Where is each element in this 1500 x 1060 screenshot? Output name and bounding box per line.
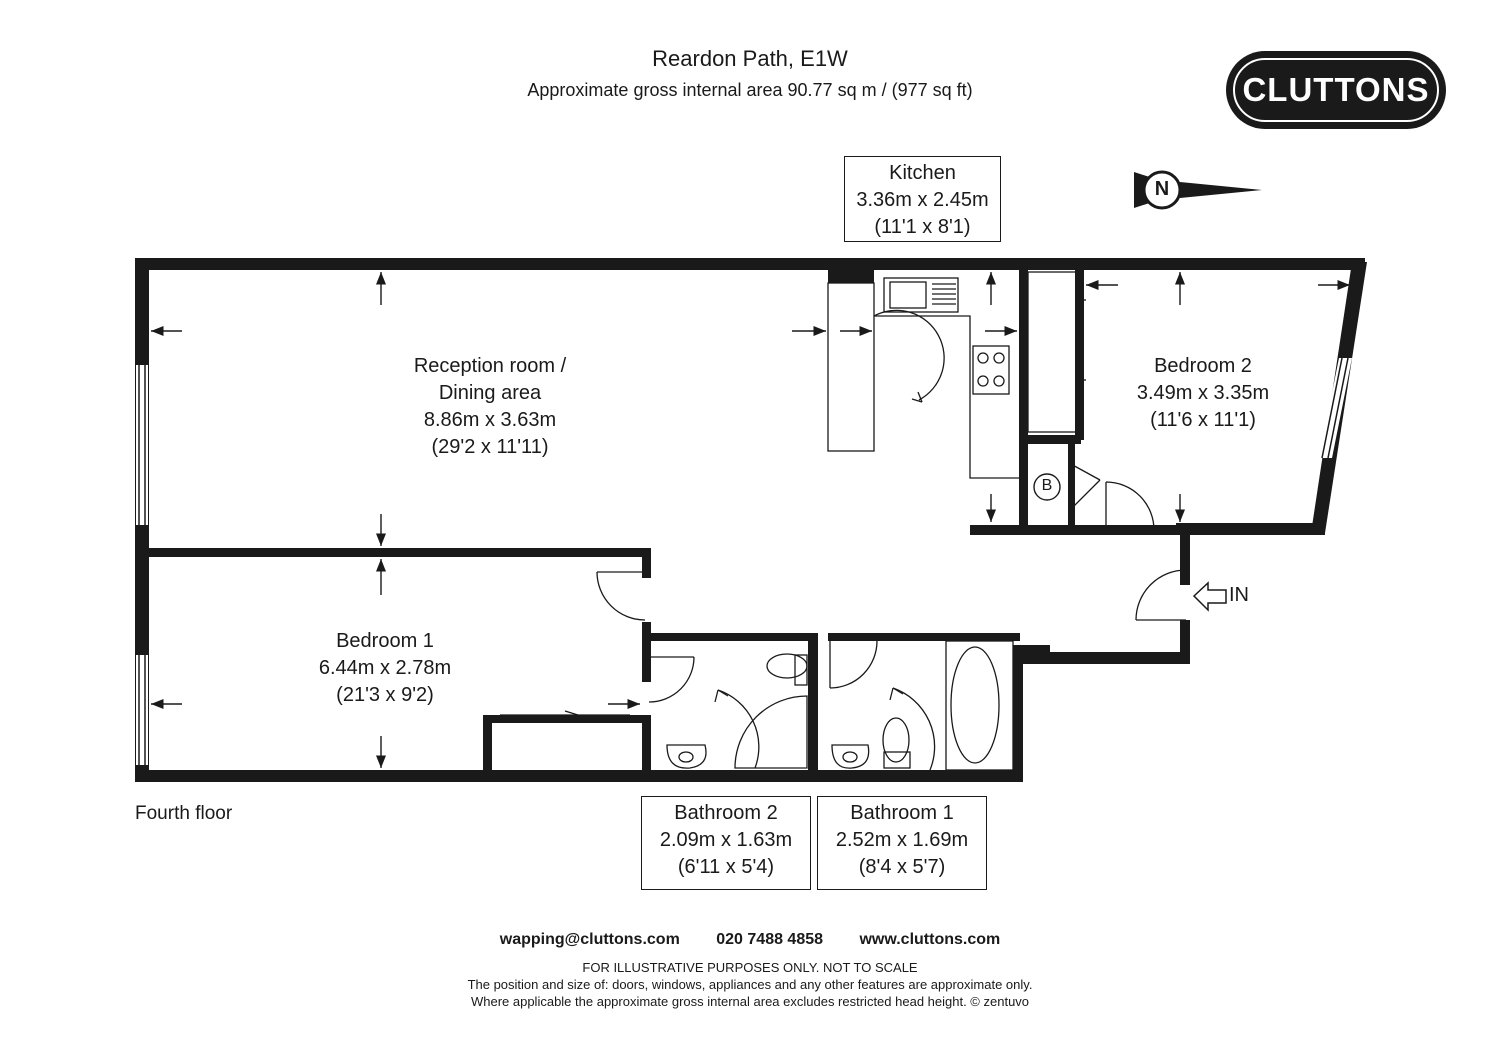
contact-bar [0, 931, 1500, 949]
reception-name-2: Dining area [438, 382, 542, 404]
bathroom-1-metric: 2.52m x 1.69m [835, 829, 969, 851]
disclaimer-line-3: Where applicable the approximate gross internal area excludes restricted head height. © zentuvo [470, 994, 1030, 1009]
contact-website[interactable]: www.cluttons.com [859, 931, 1001, 948]
reception-name-1: Reception room / [413, 355, 567, 377]
floor-label: Fourth floor [135, 803, 233, 824]
kitchen-label [844, 156, 1001, 242]
disclaimer-line-1: FOR ILLUSTRATIVE PURPOSES ONLY. NOT TO SCALE [582, 960, 918, 975]
kitchen-metric: 3.36m x 2.45m [856, 189, 989, 211]
bathroom-1-name: Bathroom 1 [850, 802, 954, 824]
bathroom-2-metric: 2.09m x 1.63m [659, 829, 793, 851]
bedroom-2-name: Bedroom 2 [1154, 355, 1252, 377]
kitchen-name: Kitchen [889, 162, 956, 184]
bathroom-1-imperial: (8'4 x 5'7) [858, 856, 946, 878]
contact-email[interactable]: wapping@cluttons.com [499, 931, 680, 948]
bedroom-1-metric: 6.44m x 2.78m [318, 657, 452, 679]
gross-area: Approximate gross internal area 90.77 sq m / (977 sq ft) [527, 80, 973, 100]
bathroom-2-name: Bathroom 2 [674, 802, 778, 824]
bathroom-2-imperial: (6'11 x 5'4) [677, 856, 775, 878]
reception-metric: 8.86m x 3.63m [423, 409, 557, 431]
bathroom-2-label [641, 796, 811, 890]
bedroom-2-imperial: (11'6 x 11'1) [1150, 409, 1256, 431]
entrance-arrow-icon [1194, 583, 1226, 610]
bedroom-1-imperial: (21'3 x 9'2) [336, 684, 434, 706]
logo-text: CLUTTONS [1233, 58, 1439, 122]
contact-phone[interactable]: 020 7488 4858 [716, 931, 824, 948]
property-title: Reardon Path, E1W [652, 46, 848, 71]
entrance-label: IN [1229, 584, 1249, 606]
disclaimer-line-2: The position and size of: doors, windows, appliances and any other features are approximate only. [467, 977, 1033, 992]
bedroom-1-name: Bedroom 1 [336, 630, 434, 652]
kitchen-units [828, 272, 1086, 478]
compass-letter: N [1154, 178, 1170, 200]
bathroom-1-fittings [832, 641, 1013, 770]
bathroom-2-fittings [667, 654, 807, 768]
bedroom-2-metric: 3.49m x 3.35m [1136, 382, 1270, 404]
bathroom-1-label [817, 796, 987, 890]
reception-imperial: (29'2 x 11'11) [431, 436, 549, 458]
kitchen-imperial: (11'1 x 8'1) [874, 216, 971, 238]
boiler-label: B [1041, 477, 1053, 494]
reception-room-label [340, 353, 640, 461]
bedroom-1-label [285, 628, 485, 709]
bedroom-2-label [1103, 353, 1303, 434]
